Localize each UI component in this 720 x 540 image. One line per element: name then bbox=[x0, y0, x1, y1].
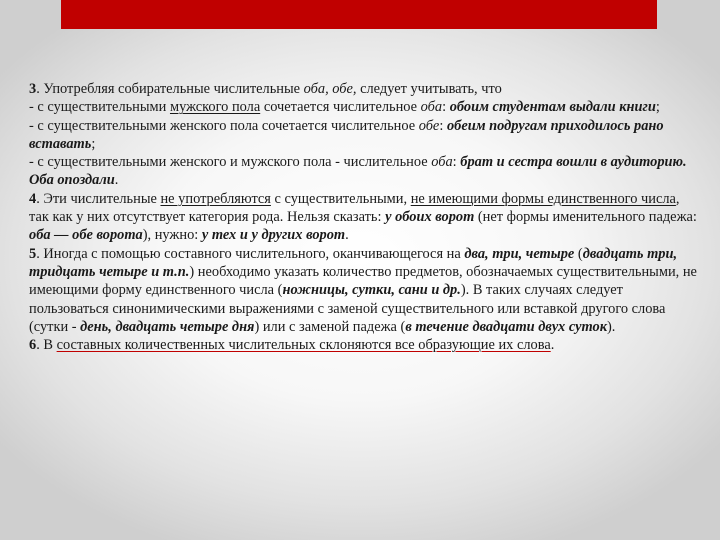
text: , так как у них отсутствует категория рода. Нельзя сказать: bbox=[29, 190, 680, 226]
item-number-4: 4 bbox=[29, 190, 37, 207]
text: : bbox=[442, 99, 450, 116]
text: ), нужно: bbox=[142, 227, 202, 244]
example: обе bbox=[418, 117, 440, 134]
text: сочетается числительное bbox=[260, 99, 421, 116]
rule-feminine bbox=[29, 117, 697, 154]
text: - с существительными женского пола сочетается числительное bbox=[29, 117, 419, 134]
example-bold: двадцать три, тридцать четыре и т.п. bbox=[29, 245, 678, 280]
text: ) необходимо указать количество предметов, обозначаемых существительными, не имеющими форму единственного числа ( bbox=[29, 263, 697, 299]
text: ; bbox=[655, 99, 660, 116]
text: ). bbox=[607, 318, 616, 335]
example: оба bbox=[420, 99, 443, 116]
example-bold: у обоих ворот bbox=[385, 209, 475, 226]
text: - с существительными bbox=[29, 99, 170, 116]
example-bold: обоим студентам выдали книги bbox=[449, 99, 656, 116]
item-number-6: 6 bbox=[29, 337, 37, 354]
text: - с существительными женского и мужского пола - числительное bbox=[29, 154, 432, 171]
paragraph-3 bbox=[29, 80, 697, 98]
underlined-text: не имеющими формы единственного числа bbox=[410, 190, 676, 207]
text: ). В таких случаях следует пользоваться синонимическими выражениями с заменой существительного или вставкой другого слова (сутки - bbox=[29, 282, 666, 335]
example-bold: оба — обе ворота bbox=[29, 227, 143, 244]
text: . bbox=[345, 227, 349, 244]
text: . В bbox=[36, 337, 57, 354]
rule-masculine bbox=[29, 98, 697, 116]
rule-mixed bbox=[29, 153, 697, 190]
example-bold: день, двадцать четыре дня bbox=[80, 318, 255, 335]
text: . Иногда с помощью составного числительного, оканчивающегося на bbox=[36, 245, 465, 262]
example-bold: ножницы, сутки, сани и др. bbox=[282, 282, 461, 299]
text: (нет формы именительного падежа: bbox=[474, 209, 697, 226]
text: ( bbox=[574, 245, 583, 262]
underlined-text: мужского пола bbox=[169, 99, 261, 116]
example: оба, обе, bbox=[303, 81, 357, 97]
example-bold: обеим подругам приходилось рано вставать bbox=[29, 117, 664, 152]
example-bold: в течение двадцати двух суток bbox=[405, 318, 607, 335]
text: . bbox=[114, 172, 119, 189]
example: оба bbox=[431, 154, 453, 171]
text: . bbox=[550, 337, 555, 354]
underlined-text: составных количественных числительных склоняются все образующие их слова bbox=[56, 337, 551, 354]
paragraph-6 bbox=[29, 336, 697, 354]
paragraph-4 bbox=[29, 190, 697, 245]
text: ) или с заменой падежа ( bbox=[254, 318, 406, 335]
text: следует учитывать, что bbox=[356, 81, 502, 97]
text: . Употребляя собирательные числительные bbox=[36, 81, 304, 97]
example-bold: брат и сестра вошли в аудиторию. Оба опоздали bbox=[29, 154, 687, 189]
item-number-3: 3 bbox=[29, 81, 37, 97]
text: : bbox=[452, 154, 461, 171]
example-bold: у тех и у других ворот bbox=[201, 227, 346, 244]
paragraph-5 bbox=[29, 245, 697, 336]
text: : bbox=[439, 117, 447, 134]
text: . Эти числительные bbox=[36, 190, 161, 207]
text: с существительными, bbox=[270, 190, 411, 207]
slide-body-text bbox=[29, 80, 697, 354]
underlined-text: не употребляются bbox=[160, 190, 271, 207]
text: ; bbox=[91, 135, 96, 152]
item-number-5: 5 bbox=[29, 245, 37, 262]
example-bold: два, три, четыре bbox=[464, 245, 575, 262]
title-accent-bar bbox=[61, 0, 657, 29]
